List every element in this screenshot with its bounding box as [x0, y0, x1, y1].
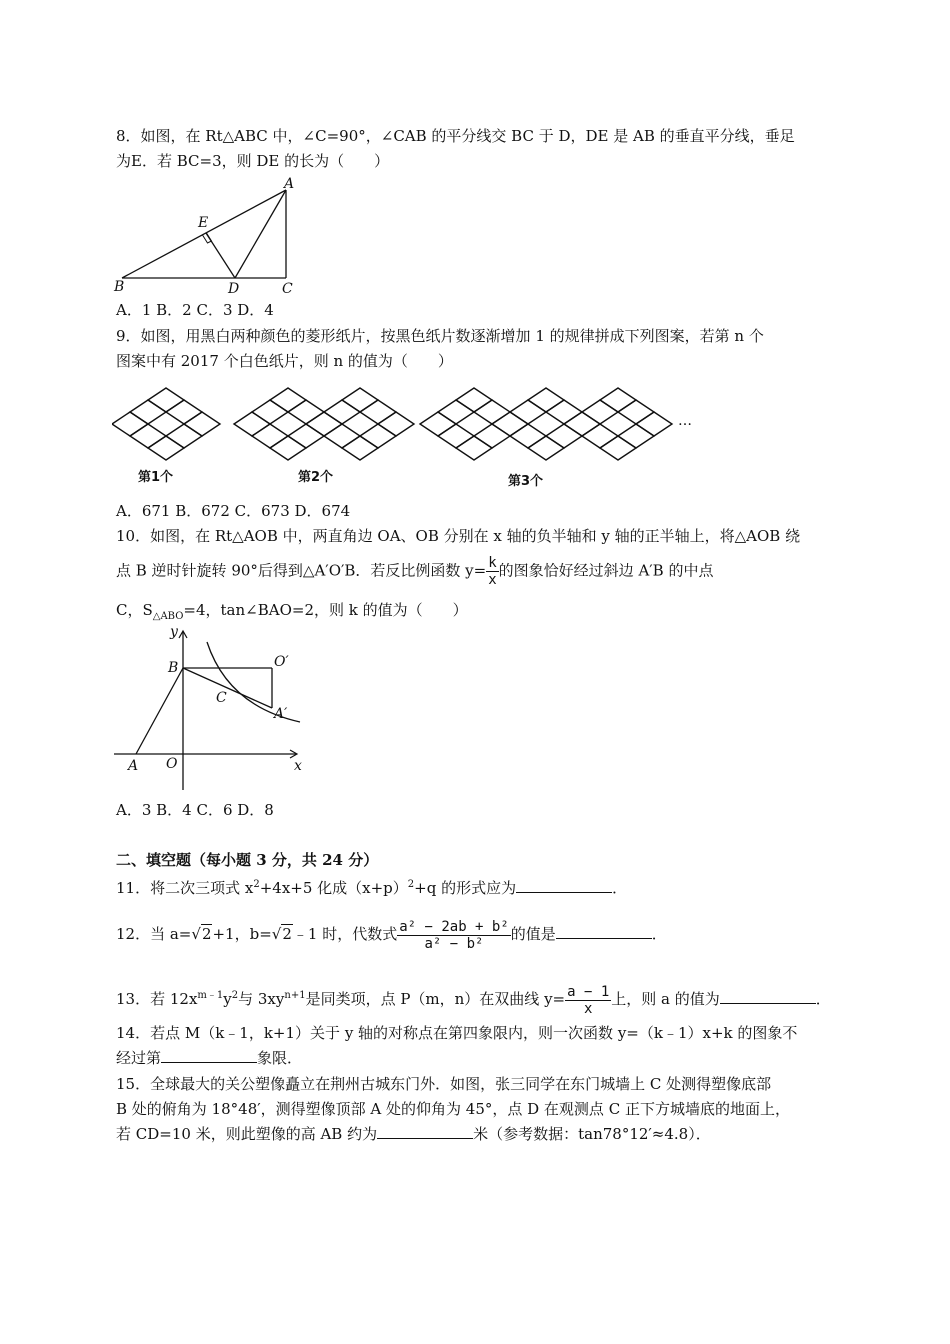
q9-rhombus-p1a-ul	[130, 400, 166, 424]
q14-text-b: 象限．	[257, 1049, 303, 1067]
q9-rhombus-p2a-bottom	[270, 436, 306, 460]
q10-label-a-prime: A′	[274, 706, 288, 722]
q10-frac-num: k	[488, 555, 497, 571]
q9-rhombus-p2a-ul	[252, 400, 288, 424]
q9-rhombus-p3c-ur	[618, 400, 654, 424]
q10-label-y: y	[170, 624, 178, 640]
q9-stem-line1: 9．如图，用黑白两种颜色的菱形纸片，按黑色纸片数逐渐增加 1 的规律拼成下列图案，若第 n 个	[116, 327, 764, 345]
q10-label-a: A	[128, 758, 139, 774]
q8-label-c: C	[282, 281, 293, 297]
q13-sup-3: n+1	[284, 990, 306, 1001]
q9-rhombus-p3c-bottom	[600, 436, 636, 460]
q9-rhombus-p2b-lr	[360, 424, 396, 448]
q12-fraction	[397, 919, 511, 952]
q14-text-a: 经过第	[116, 1049, 162, 1067]
q13-sup-1: m﹣1	[197, 990, 224, 1001]
q10-line2-text-b: 的图象恰好经过斜边 A′B 的中点	[498, 561, 714, 580]
q12-stem	[116, 916, 667, 952]
q12-text-c: ﹣1 时，代数式	[292, 925, 398, 943]
q9-p3-mid1	[492, 412, 528, 436]
q9-rhombus-p1a-ur	[166, 400, 202, 424]
q15-stem-line3	[116, 1124, 711, 1144]
q9-rhombus-p2b-ul	[324, 400, 360, 424]
q15-text-b: 米（参考数据：tan78°12′≈4.8）．	[473, 1125, 711, 1143]
q12-answer-blank[interactable]	[556, 924, 652, 939]
q12-sqrt-2: √2	[271, 925, 292, 943]
q9-rhombus-p3b-bottom	[528, 436, 564, 460]
q9-rhombus-p3c-ll	[582, 424, 618, 448]
q9-rhombus-p3b-top	[528, 388, 564, 412]
q9-rhombus-p2a-lr	[288, 424, 324, 448]
q9-p3-left	[420, 412, 456, 436]
q12-text-a: 12．当 a=	[116, 925, 192, 943]
q13-text-b: y	[223, 990, 232, 1008]
q13-end: ．	[815, 990, 831, 1008]
q9-rhombus-p3b-lr	[546, 424, 582, 448]
q10-segment-ba2	[183, 668, 272, 708]
q9-p2-right	[378, 412, 414, 436]
q9-stem-line2: 图案中有 2017 个白色纸片，则 n 的值为（ ）	[116, 352, 453, 370]
q12-radicand-2: 2	[282, 925, 292, 943]
q8-label-e: E	[198, 215, 209, 231]
q13-frac-num: a − 1	[567, 983, 610, 1000]
q9-options: A．671 B．672 C．673 D．674	[116, 502, 351, 520]
q15-answer-blank[interactable]	[377, 1124, 473, 1139]
q9-rhombus-p3a-lr	[474, 424, 510, 448]
q11-text-b: +4x+5 化成（x+p）	[259, 879, 408, 897]
q9-rhombus-p2b-ll	[324, 424, 360, 448]
q9-p2-left	[234, 412, 270, 436]
q13-text-c: 与 3xy	[238, 990, 285, 1008]
q12-radicand-1: 2	[201, 925, 212, 943]
q9-rhombus-p2b-bottom	[342, 436, 378, 460]
q11-text-a: 11．将二次三项式 x	[116, 879, 254, 897]
q12-end: ．	[651, 925, 667, 943]
q13-text-d: 是同类项，点 P（m，n）在双曲线 y=	[305, 990, 566, 1008]
q10-line3-subscript: △ABO	[152, 611, 184, 622]
q10-stem-line2	[116, 555, 713, 588]
q15-stem-line1: 15．全球最大的关公塑像矗立在荆州古城东门外．如图，张三同学在东门城墙上 C 处测得塑像底部	[116, 1075, 772, 1093]
q10-frac-den: x	[488, 572, 497, 588]
q11-text-c: +q 的形式应为	[414, 879, 517, 897]
q11-sup-2: 2	[407, 879, 415, 890]
q12-text-d: 的值是	[510, 925, 556, 943]
q14-stem-line1: 14．若点 M（k﹣1，k+1）关于 y 轴的对称点在第四象限内，则一次函数 y=（k﹣1）x+k 的图象不	[116, 1024, 798, 1042]
q13-fraction	[565, 984, 611, 1017]
q9-rhombus-p2a-top	[270, 388, 306, 412]
q9-rhombus-p3a-bottom	[456, 436, 492, 460]
q9-rhombus-p2a-ll	[252, 424, 288, 448]
q9-rhombus-p3b-ul	[510, 400, 546, 424]
q8-side-ab	[122, 190, 286, 278]
q10-line3-text-b: =4，tan∠BAO=2，则 k 的值为（ ）	[183, 601, 468, 619]
q9-rhombus-p1a-bottom	[148, 436, 184, 460]
q14-answer-blank[interactable]	[161, 1048, 257, 1063]
q12-sqrt-1: √2	[191, 925, 212, 943]
q10-segment-ab	[136, 668, 183, 754]
q10-line3-text-a: C，S	[116, 601, 153, 619]
q9-ellipsis: …	[678, 413, 692, 429]
q9-p2-mid	[306, 412, 342, 436]
q12-frac-num: a² − 2ab + b²	[399, 918, 509, 935]
q13-frac-den: x	[583, 1000, 593, 1017]
q13-text-e: 上，则 a 的值为	[611, 990, 720, 1008]
q9-rhombus-p1a-top	[148, 388, 184, 412]
q14-stem-line2	[116, 1048, 302, 1068]
q9-caption-1: 第1个	[138, 470, 174, 485]
q9-rhombus-p3a-ll	[438, 424, 474, 448]
q15-stem-line2: B 处的俯角为 18°48′，测得塑像顶部 A 处的仰角为 45°，点 D 在观测点 C 正下方城墙底的地面上，	[116, 1100, 790, 1118]
q8-stem-line2: 为E．若 BC=3，则 DE 的长为（ ）	[116, 152, 390, 170]
q9-rhombus-p3b-ur	[546, 400, 582, 424]
q13-text-a: 13．若 12x	[116, 990, 198, 1008]
q15-text-a: 若 CD=10 米，则此塑像的高 AB 约为	[116, 1125, 378, 1143]
q11-sup-1: 2	[253, 879, 260, 890]
q9-rhombus-p3a-ul	[438, 400, 474, 424]
q10-label-b: B	[168, 660, 179, 676]
q10-fraction-k-over-x	[486, 555, 498, 588]
q9-rhombus-p3c-lr	[618, 424, 654, 448]
q8-label-b: B	[114, 279, 125, 295]
q9-rhombus-p2b-top	[342, 388, 378, 412]
q10-coordinate-figure	[110, 620, 310, 795]
q9-rhombus-p1a-lr	[166, 424, 202, 448]
q9-rhombus-p3c-top	[600, 388, 636, 412]
q11-answer-blank[interactable]	[516, 878, 612, 893]
q9-p3-mid2	[564, 412, 600, 436]
q9-p1-left	[112, 412, 148, 436]
q9-rhombus-p3a-top	[456, 388, 492, 412]
q8-triangle-figure	[110, 175, 310, 297]
q10-line2-text-a: 点 B 逆时针旋转 90°后得到△A′O′B．若反比例函数 y=	[116, 561, 487, 580]
q9-rhombus-p2a-ur	[288, 400, 324, 424]
q11-stem	[116, 875, 627, 898]
q9-caption-2: 第2个	[298, 470, 334, 485]
q10-options: A．3 B．4 C．6 D．8	[116, 801, 274, 819]
q12-text-b: +1，b=	[212, 925, 272, 943]
q8-label-a: A	[284, 176, 295, 192]
q9-rhombus-p1a-ll	[130, 424, 166, 448]
q13-stem	[116, 978, 831, 1017]
q13-answer-blank[interactable]	[720, 989, 816, 1004]
q12-frac-den: a² − b²	[424, 935, 484, 952]
q9-rhombus-patterns	[112, 385, 712, 493]
q10-stem-line1: 10．如图，在 Rt△AOB 中，两直角边 OA、OB 分别在 x 轴的负半轴和 y 轴的正半轴上，将△AOB 绕	[116, 527, 801, 545]
q10-label-c: C	[216, 690, 227, 706]
q9-rhombus-p3c-ul	[582, 400, 618, 424]
q9-caption-3: 第3个	[508, 474, 544, 489]
q10-label-o-prime: O′	[274, 654, 289, 670]
q9-rhombus-p3b-ll	[510, 424, 546, 448]
q11-end: ．	[612, 879, 628, 897]
q8-options: A．1 B．2 C．3 D．4	[116, 301, 274, 319]
q8-stem-line1: 8．如图，在 Rt△ABC 中，∠C=90°，∠CAB 的平分线交 BC 于 D，DE 是 AB 的垂直平分线，垂足	[116, 127, 795, 145]
q13-sup-2: 2	[231, 990, 239, 1001]
q9-rhombus-p2b-ur	[360, 400, 396, 424]
q9-p3-right	[636, 412, 672, 436]
section-2-heading: 二、填空题（每小题 3 分，共 24 分）	[116, 851, 379, 869]
q9-rhombus-p3a-ur	[474, 400, 510, 424]
q10-label-x: x	[294, 758, 302, 774]
q8-label-d: D	[228, 281, 240, 297]
q9-p1-right	[184, 412, 220, 436]
q10-label-o: O	[166, 756, 178, 772]
